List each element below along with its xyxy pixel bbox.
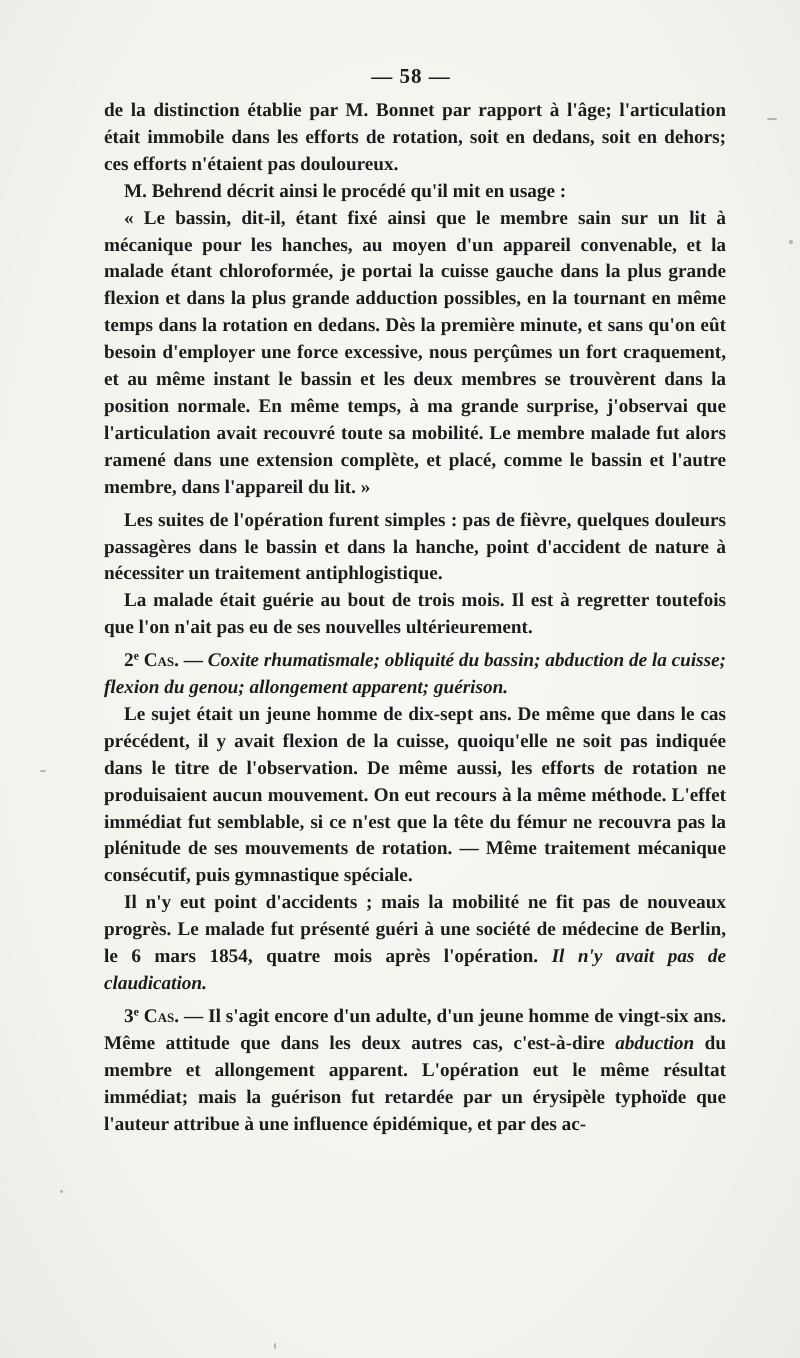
paper-speck <box>767 118 777 120</box>
paragraph-guerie: La malade était guérie au bout de trois mois. Il est à regretter toutefois que l'on n'ait pas eu de ses nouvelles ultérieurement. <box>104 590 726 639</box>
case-2-heading <box>104 648 726 702</box>
paragraph-continuation: de la distinction établie par M. Bonnet par rapport à l'âge; l'articulation était immobile dans les efforts de rotation, soit en dedans, soit en dehors; ces efforts n'étaient pas douloureux. <box>104 100 726 175</box>
paragraph-case-2-accidents <box>104 890 726 998</box>
case-2-ordinal: e <box>133 648 139 663</box>
paper-speck <box>274 1343 276 1349</box>
body-text <box>104 98 726 1138</box>
paragraph-behrend-intro: M. Behrend décrit ainsi le procédé qu'il mit en usage : <box>124 180 567 202</box>
case-2-accidents-text: Il n'y eut point d'accidents ; mais la mobilité ne fit pas de nouveaux progrès. Le malade fut présenté guéri à une société de médecine de Berlin, le 6 mars 1854, quatre mois après l'opération. <box>104 892 726 968</box>
paragraph-suites: Les suites de l'opération furent simples : pas de fièvre, quelques douleurs passagères dans le bassin et dans la hanche, point d'accident de nature à nécessiter un traitement antiphlogistique. <box>104 509 726 585</box>
page-number: — 58 — <box>371 64 451 88</box>
case-2-title: Coxite rhumatismale; obliquité du bassin; abduction de la cuisse; flexion du genou; allongement apparent; guérison. <box>104 650 727 699</box>
case-2-label: Cas. <box>143 650 179 672</box>
case-3-text-b: du membre et allongement apparent. L'opération eut le même résultat immédiat; mais la guérison fut retardée par un érysipèle typhoïde que l'auteur attribue à une influence épidémique, et par des ac- <box>104 1032 727 1135</box>
case-2-accidents-italic: Il n'y avait pas de claudication. <box>104 946 726 994</box>
case-2-number: 2 <box>124 650 134 672</box>
case-3-italic: abduction <box>615 1032 695 1054</box>
paper-speck <box>60 1190 63 1193</box>
case-3-ordinal: e <box>133 1004 139 1019</box>
case-2-dash: — <box>178 650 208 672</box>
paragraph-behrend-quote: « Le bassin, dit-il, étant fixé ainsi que le membre sain sur un lit à mécanique pour les hanches, au moyen d'un appareil convenable, et la malade étant chloroformée, je portai la cuisse gauche dans la plus grande flexion et dans la plus grande adduction possibles, en la tournant en même temps dans la rotation en dedans. Dès la première minute, et sans qu'on eût besoin d'employer une force excessive, nous perçûmes un fort craquement, et au même instant le bassin et les deux membres se trouvèrent dans la position normale. En même temps, à ma grande surprise, j'observai que l'articulation avait recouvré toute sa mobilité. Le membre malade fut alors ramené dans une extension complète, et placé, comme le bassin et l'autre membre, dans l'appareil du lit. » <box>104 207 726 498</box>
case-3-text-a: — Il s'agit encore d'un adulte, d'un jeune homme de vingt-six ans. Même attitude que dans les deux autres cas, c'est-à-dire <box>104 1005 726 1054</box>
paper-speck <box>40 770 46 772</box>
case-3-paragraph <box>104 1004 726 1139</box>
paper-speck <box>789 240 793 244</box>
paragraph-case-2-sujet: Le sujet était un jeune homme de dix-sept ans. De même que dans le cas précédent, il y avait flexion de la cuisse, quoiqu'elle ne soit pas indiquée dans le titre de l'observation. De même aussi, les efforts de rotation ne produisaient aucun mouvement. On eut recours à la même méthode. L'effet immédiat fut semblable, si ce n'est que la tête du fémur ne recouvra pas la plénitude de ses mouvements de rotation. — Même traitement mécanique consécutif, puis gymnastique spéciale. <box>104 703 726 887</box>
case-3-number: 3 <box>124 1005 134 1027</box>
case-3-label: Cas. <box>143 1005 180 1027</box>
